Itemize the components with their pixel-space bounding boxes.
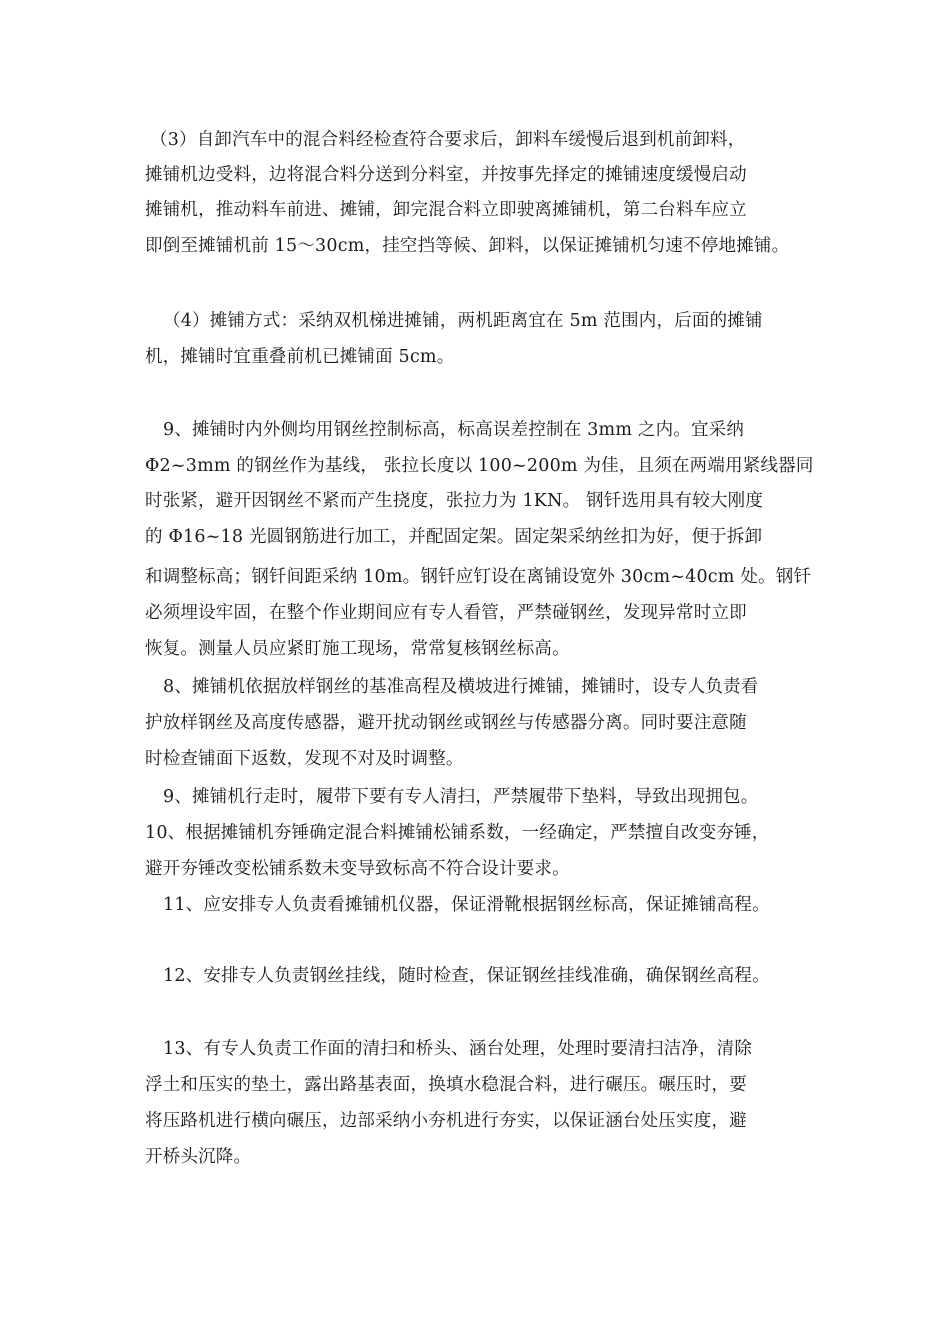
text-line: 避开夯锤改变松铺系数未变导致标高不符合设计要求。 [145,859,570,879]
text-line: （4）摊铺方式：采纳双机梯进摊铺，两机距离宜在 5m 范围内，后面的摊铺 [163,311,763,331]
text-line: 8、摊铺机依据放样钢丝的基准高程及横坡进行摊铺，摊铺时，设专人负责看 [163,677,759,697]
text-line: 13、有专人负责工作面的清扫和桥头、涵台处理，处理时要清扫洁净，清除 [163,1039,753,1059]
text-line: 机，摊铺时宜重叠前机已摊铺面 5cm。 [145,347,455,367]
text-line: 即倒至摊铺机前 15～30cm，挂空挡等候、卸料，以保证摊铺机匀速不停地摊铺。 [145,236,790,256]
text-line: 摊铺机，推动料车前进、摊铺，卸完混合料立即驶离摊铺机，第二台料车应立 [145,200,747,220]
text-line: 必须埋设牢固，在整个作业期间应有专人看管，严禁碰钢丝，发现异常时立即 [145,603,747,623]
text-line: 9、摊铺机行走时，履带下要有专人清扫，严禁履带下垫料，导致出现拥包。 [163,787,759,807]
text-line: 摊铺机边受料，边将混合料分送到分料室，并按事先择定的摊铺速度缓慢启动 [145,165,747,185]
text-line: 将压路机进行横向碾压，边部采纳小夯机进行夯实，以保证涵台处压实度，避 [145,1111,747,1131]
text-line: 9、摊铺时内外侧均用钢丝控制标高，标高误差控制在 3mm 之内。宜采纳 [163,420,745,440]
text-line: 时检查铺面下返数，发现不对及时调整。 [145,749,464,769]
text-line: 恢复。测量人员应紧盯施工现场，常常复核钢丝标高。 [145,639,570,659]
text-line: 时张紧，避开因钢丝不紧而产生挠度，张拉力为 1KN。 钢钎选用具有较大刚度 [145,491,764,511]
text-line: Φ2~3mm 的钢丝作为基线， 张拉长度以 100~200m 为佳，且须在两端用紧线器同 [145,456,814,476]
text-line: 开桥头沉降。 [145,1147,252,1167]
text-line: 12、安排专人负责钢丝挂线，随时检查，保证钢丝挂线准确，确保钢丝高程。 [163,966,770,986]
text-line: 11、应安排专人负责看摊铺机仪器，保证滑靴根据钢丝标高，保证摊铺高程。 [163,895,770,915]
text-line: 10、根据摊铺机夯锤确定混合料摊铺松铺系数，一经确定，严禁擅自改变夯锤， [145,823,770,843]
text-line: 护放样钢丝及高度传感器，避开扰动钢丝或钢丝与传感器分离。同时要注意随 [145,713,747,733]
text-line: 浮土和压实的垫土，露出路基表面，换填水稳混合料，进行碾压。碾压时，要 [145,1075,747,1095]
text-line: 的 Φ16~18 光圆钢筋进行加工，并配固定架。固定架采纳丝扣为好，便于拆卸 [145,527,763,547]
text-line: （3）自卸汽车中的混合料经检查符合要求后，卸料车缓慢后退到机前卸料， [150,130,746,150]
text-line: 和调整标高；钢钎间距采纳 10m。钢钎应钉设在离铺设宽外 30cm~40cm 处。钢钎 [145,567,812,587]
